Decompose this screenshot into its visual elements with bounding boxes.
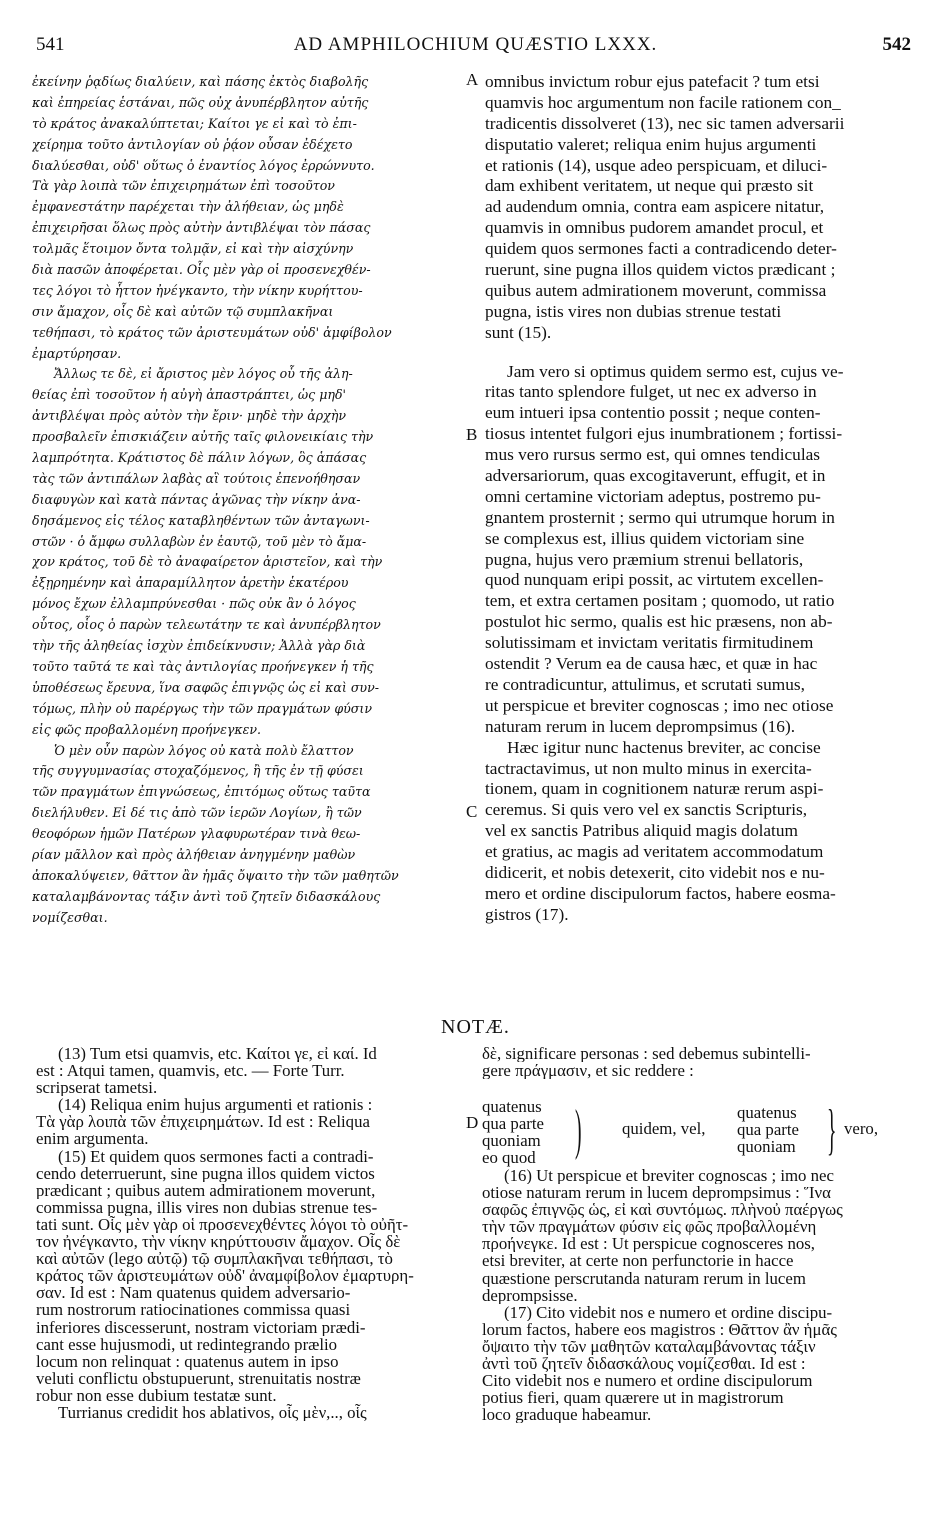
- greek-text-line: νομίζεσθαι.: [32, 909, 108, 925]
- note-line: (14) Reliqua enim hujus argumenti et rationis :: [58, 1096, 373, 1114]
- note-line: tati sunt. Οἷς μὲν γὰρ οἱ προσενεχθέντες λόγοι τὸ οὐῆτ-: [36, 1215, 409, 1234]
- latin-text-line: tradicentis dissolveret (13), nec sic tamen adversarii: [485, 113, 845, 133]
- latin-text-line: gnantem prosternit ; sermo qui utrumque horum in: [485, 507, 835, 527]
- brace-right-words: [737, 1104, 799, 1155]
- brace-word: quoniam: [737, 1137, 796, 1156]
- latin-text-line: gistros (17).: [485, 904, 569, 924]
- greek-text-line: διαλύεσθαι, οὐδ' οὕτως ὁ ἐναντίος λόγος ἐρρώννυτο.: [32, 157, 375, 173]
- latin-text-line: naturam rerum in lucem deprompsimus (16).: [485, 716, 796, 736]
- note-line: Cito videbit nos e numero et ordine discipulorum: [482, 1372, 813, 1390]
- greek-text-line: ἐμαρτύρησαν.: [32, 345, 122, 361]
- greek-text-line: Ὁ μὲν οὖν παρὼν λόγος οὐ κατὰ πολὺ ἔλαττον: [54, 742, 354, 758]
- note-line: Τὰ γὰρ λοιπὰ τῶν ἐπιχειρημάτων. Id est : Reliqua: [36, 1113, 370, 1131]
- greek-text-line: τῶν πραγμάτων ἐπιγνώσεως, ἐπιτόμως οὕτως ταῦτα: [32, 784, 371, 800]
- note-line: ὄψαιτο τὴν τῶν μαθητῶν καταλαμβάνοντας τάξιν: [482, 1337, 816, 1356]
- latin-text-line: omni certamine victoriam adeptus, postremo pu-: [485, 486, 821, 506]
- note-line: locum non relinquat : quatenus autem in ipso: [36, 1352, 339, 1370]
- note-line: quæstione perscrutanda naturam rerum in lucem: [482, 1269, 806, 1287]
- note-line: cant esse hujusmodi, ut redintegrando prælio: [36, 1335, 338, 1353]
- latin-text-line: ut perspicue et breviter cognoscas ; imo nec otiose: [485, 695, 834, 715]
- note-line: etsi breviter, at certe non perfunctorie in hacce: [482, 1252, 794, 1270]
- brace-word: quoniam: [482, 1131, 541, 1150]
- brace-end-text: vero,: [844, 1119, 879, 1138]
- greek-text-line: τοῦτο ταῦτά τε καὶ τὰς ἀντιλογίας προήνεγκεν ἡ τῆς: [32, 658, 374, 674]
- paragraph-gap: [485, 344, 915, 362]
- greek-text-line: χον κράτος, τοῦ δὲ τὸ ἀναφαίρετον ἀριστεῖον, καὶ τὴν: [32, 554, 383, 570]
- latin-text-line: didicerit, et nobis detexerit, cito videbit nos e nu-: [485, 862, 825, 882]
- note-line: cendo deterruerunt, sine pugna illos quidem victos: [36, 1164, 375, 1182]
- greek-text-line: καταλαμβάνοντας τάξιν ἀντὶ τοῦ ζητεῖν διδασκάλους: [32, 888, 381, 904]
- notes-right-top: [482, 1045, 922, 1079]
- latin-text-line: quidem quos sermones facti a contradicendo deter-: [485, 239, 837, 259]
- note-line: τον ἠνέγκαντο, τὴν νίκην κηρύττουσιν ἄμαχον. Οἷς δὲ: [36, 1233, 401, 1251]
- margin-letter-b: B: [466, 425, 478, 444]
- greek-text-line: τὰς τῶν ἀντιπάλων λαβὰς αἳ τούτοις ἐπενοήθησαν: [32, 470, 361, 486]
- page-number-right: 542: [882, 34, 911, 55]
- greek-text-line: Ἄλλως τε δὲ, εἰ ἄριστος μὲν λόγος οὗ τῆς ἀλη-: [54, 366, 353, 382]
- latin-text-line: mero et ordine discipulorum factos, habere eosma-: [485, 883, 836, 903]
- greek-text-line: ἐπιχειρῆσαι ὅλως πρὸς αὐτὴν ἀντιβλέψαι τὸν πάσας: [32, 220, 371, 236]
- greek-text-line: εἰς φῶς προβαλλομένη προήνεγκεν.: [32, 721, 262, 737]
- brace-left-words: [482, 1098, 544, 1166]
- brace-word: quatenus: [737, 1103, 797, 1122]
- latin-text-line: ruerunt, sine pugna illos quidem victos prædicant ;: [485, 260, 836, 280]
- note-line: ἀντὶ τοῦ ζητεῖν διδασκάλους νομίζεσθαι. Id est :: [482, 1355, 806, 1373]
- latin-text-line: quod nunquam eripi possit, ac virtutem excellen-: [485, 570, 824, 590]
- margin-letter-a: A: [466, 70, 479, 89]
- note-line: veluti conflictu obstupuerunt, strenuitatis nostræ: [36, 1369, 361, 1387]
- greek-text-column: [32, 72, 462, 929]
- note-line: (15) Et quidem quos sermones facti a contradi-: [58, 1147, 374, 1165]
- latin-text-line: pugna, hujus vero præmium strenui bellatoris,: [485, 549, 804, 569]
- latin-text-line: ritas tanto splendore fulget, ut nec ex adverso in: [485, 382, 817, 402]
- notes-left-column: [36, 1045, 461, 1421]
- greek-text-line: διαφυγὼν καὶ κατὰ πάντας ἀγῶνας τὴν νίκην ἀνα-: [32, 491, 361, 507]
- latin-text-column: [485, 72, 915, 926]
- latin-text-line: ad audendum omnia, contra eam aspicere nitatur,: [485, 197, 825, 217]
- note-line: robur non esse dubium testatæ sunt.: [36, 1386, 277, 1404]
- brace-word: qua parte: [482, 1114, 544, 1133]
- notae-heading: NOTÆ.: [441, 1016, 510, 1038]
- greek-text-line: τὴν τῆς ἀληθείας ἰσχὺν ἐπιδείκνυσιν; Ἀλλὰ γὰρ διὰ: [32, 638, 366, 654]
- latin-text-line: mus vero rursus sermo est, qui omnes tendiculas: [485, 445, 821, 465]
- right-brace-glyph: }: [827, 1099, 837, 1161]
- latin-text-line: quamvis in omnibus pudorem amandet procul, et: [485, 218, 824, 238]
- page-number-left: 541: [36, 34, 65, 55]
- greek-text-line: σιν ἄμαχον, οἷς δὲ καὶ αὐτῶν τῷ συμπλακῆναι: [32, 303, 334, 319]
- greek-text-line: τῆς συγγυμνασίας στοχαζόμενος, ἢ τῆς ἐν τῇ φύσει: [32, 763, 364, 779]
- note-line: potius fieri, quam quærere ut in magistrorum: [482, 1389, 784, 1407]
- latin-text-line: adversariorum, quas excogitaverunt, effugit, et in: [485, 466, 826, 486]
- latin-text-line: quamvis hoc argumentum non facile rationem con_: [485, 92, 841, 112]
- brace-table: [482, 1098, 922, 1166]
- latin-text-line: Hæc igitur nunc hactenus breviter, ac concise: [507, 737, 821, 757]
- latin-text-line: disputatio valeret; reliqua enim hujus argumenti: [485, 134, 817, 154]
- greek-text-line: τολμᾶς ἕτοιμον ὄντα τολμᾷν, εἰ καὶ τὴν αἰσχύνην: [32, 241, 354, 257]
- brace-middle-text: quidem, vel,: [622, 1119, 706, 1138]
- greek-text-line: ρίαν μᾶλλον καὶ πρὸς ἀλήθειαν ἀνηγμένην μαθὼν: [32, 846, 356, 862]
- brace-word: qua parte: [737, 1120, 799, 1139]
- greek-text-line: προσβαλεῖν ἐπισκιάζειν αὐτῆς ταῖς φιλονεικίαις τὴν: [32, 429, 374, 445]
- greek-text-line: Τὰ γὰρ λοιπὰ τῶν ἐπιχειρημάτων ἐπὶ τοσοῦτον: [32, 178, 335, 194]
- note-line: κράτος τῶν ἀριστευμάτων οὐδ' ἀναμφίβολον ἐμαρτυρη-: [36, 1267, 414, 1285]
- note-line: (16) Ut perspicue et breviter cognoscas ; imo nec: [504, 1167, 834, 1185]
- note-line: τὴν τῶν πραγμάτων φύσιν εἰς φῶς προβαλλομένη: [482, 1218, 817, 1236]
- latin-text-line: ceremus. Si quis vero vel ex sanctis Scripturis,: [485, 800, 808, 820]
- greek-text-line: τόμως, πλὴν οὐ παρέργως τὴν τῶν πραγμάτων φύσιν: [32, 700, 372, 716]
- latin-text-line: tionem, quam in cognitionem naturæ rerum aspi-: [485, 779, 824, 799]
- brace-word: quatenus: [482, 1097, 542, 1116]
- left-brace-glyph: ): [575, 1099, 582, 1161]
- latin-text-line: tiosus intentet fulgori ejus inumbrationem ; fortissi-: [485, 424, 843, 444]
- greek-text-line: θεοφόρων ἡμῶν Πατέρων γλαφυρωτέραν τινὰ θεω-: [32, 826, 361, 842]
- greek-text-line: ἐκείνην ῥᾳδίως διαλύειν, καὶ πάσης ἐκτὸς διαβολῆς: [32, 74, 369, 89]
- latin-text-line: solutissimam et invictam veritatis firmitudinem: [485, 633, 814, 653]
- latin-text-line: eum intueri ipsa contentio possit ; neque conten-: [485, 403, 821, 423]
- latin-text-line: quibus autem admirationem moverunt, commissa: [485, 280, 827, 300]
- note-line: scripserat tametsi.: [36, 1079, 158, 1097]
- note-line: gere πράγμασιν, et sic reddere :: [482, 1062, 694, 1080]
- latin-text-line: tem, et extra certamen positam ; quomodo, ut ratio: [485, 591, 835, 611]
- latin-text-line: dam exhibent veritatem, ut neque qui præsto sit: [485, 176, 814, 196]
- note-line: (17) Cito videbit nos e numero et ordine discipu-: [504, 1303, 833, 1321]
- latin-text-line: et rationis (14), usque adeo perspicuam, et diluci-: [485, 155, 828, 175]
- note-line: est : Atqui tamen, quamvis, etc. — Forte Turr.: [36, 1062, 345, 1080]
- note-line: σαφῶς ἐπιγνῷς ὡς, εἰ καὶ συντόμως. πλὴνοὐ παέργως: [482, 1201, 843, 1219]
- latin-text-line: re contradicuntur, attulimus, et scrutati sumus,: [485, 674, 805, 694]
- note-line: (13) Tum etsi quamvis, etc. Καίτοι γε, εἰ καί. Id: [58, 1045, 377, 1063]
- greek-text-line: διὰ πασῶν ἀποφέρεται. Οἷς μὲν γὰρ οἱ προσενεχθέν-: [32, 262, 371, 278]
- note-line: σαν. Id est : Nam quatenus quidem adversario-: [36, 1284, 351, 1302]
- latin-text-line: vel ex sanctis Patribus aliquid magis dolatum: [485, 821, 798, 841]
- note-line: καὶ αὐτῶν (lego αὐτῷ) τῷ συμπλακῆναι τεθήπασι, τὸ: [36, 1250, 393, 1268]
- latin-text-line: tactractavimus, ut non multo minus in exercita-: [485, 758, 812, 778]
- greek-text-line: τὸ κράτος ἀνακαλύπτεται; Καίτοι γε εἰ καὶ τὸ ἐπι-: [32, 115, 357, 131]
- margin-letter-c: C: [466, 802, 478, 821]
- latin-text-line: sunt (15).: [485, 322, 552, 342]
- greek-text-line: στῶν · ὁ ἄμφω συλλαβὼν ἐν ἑαυτῷ, τοῦ μὲν τὸ ἄμα-: [32, 533, 367, 549]
- note-line: commissa pugna, illis vires non dubias strenue tes-: [36, 1198, 378, 1216]
- note-line: lorum factos, habere eos magistros : Θᾶττον ἂν ἡμᾶς: [482, 1320, 837, 1338]
- greek-text-line: τεθήπασι, τὸ κράτος τῶν ἀριστευμάτων οὐδ' ἀμφίβολον: [32, 324, 392, 340]
- latin-text-line: postulot hic sermo, qualis est hic præsens, non ab-: [485, 612, 833, 632]
- greek-text-line: ἀντιβλέψαι πρὸς αὐτὸν τὴν ἔριν· μηδὲ τὴν ἀρχὴν: [32, 408, 347, 424]
- note-line: otiose naturam rerum in lucem deprompsimus : Ἵνα: [482, 1184, 831, 1202]
- greek-text-line: ἐξῃρημένην καὶ ἀπαραμίλλητον ἀρετὴν ἑκατέρου: [32, 575, 349, 591]
- greek-text-line: ὑποθέσεως ἔρευνα, ἵνα σαφῶς ἐπιγνῷς ὡς εἰ καὶ συν-: [32, 679, 379, 695]
- notes-right-bottom: [482, 1167, 922, 1423]
- note-line: rum nostrorum ratiocinationes commissa quasi: [36, 1301, 351, 1319]
- latin-text-line: omnibus invictum robur ejus patefacit ? tum etsi: [485, 72, 820, 91]
- greek-text-line: μόνος ἔχων ἐλλαμπρύνεσθαι · πῶς οὐκ ἂν ὁ λόγος: [32, 596, 356, 612]
- greek-text-line: τες λόγοι τὸ ἧττον ἠνέγκαντο, τὴν νίκην κυρήττου-: [32, 282, 363, 298]
- latin-text-line: Jam vero si optimus quidem sermo est, cujus ve-: [507, 361, 844, 381]
- latin-text-line: et gratius, ac magis ad veritatem accommodatum: [485, 842, 824, 862]
- greek-text-line: θείας ἐπὶ τοσοῦτον ἡ αὐγὴ ἀπαστράπτει, ὡς μηδ': [32, 387, 346, 403]
- latin-text-line: pugna, istis vires non dubias strenue testati: [485, 301, 782, 321]
- latin-text-line: ostendit ? Verum ea de causa hæc, et quæ in hac: [485, 654, 818, 674]
- brace-word: eo quod: [482, 1148, 536, 1167]
- greek-text-line: λαμπρότητα. Κράτιστος δὲ πάλιν λόγων, ὃς ἁπάσας: [32, 450, 367, 466]
- note-line: Turrianus credidit hos ablativos, οἷς μὲν,.., οἷς: [58, 1403, 367, 1422]
- greek-text-line: χείρημα τοῦτο ἀντιλογίαν οὐ ῥᾴον οὖσαν ἐδέχετο: [32, 136, 353, 152]
- note-line: enim argumenta.: [36, 1130, 149, 1148]
- running-header: [0, 34, 951, 58]
- greek-text-line: διελήλυθεν. Εἰ δέ τις ἀπὸ τῶν ἱερῶν Λογίων, ἢ τῶν: [32, 805, 362, 821]
- greek-text-line: ἐμφανεστάτην παρέχεται τὴν ἀλήθειαν, ὡς μηδὲ: [32, 199, 344, 215]
- note-line: προήνεγκε. Id est : Ut perspicue cognosceres nos,: [482, 1235, 816, 1253]
- note-line: prædicant ; quibus autem admirationem moverunt,: [36, 1181, 376, 1199]
- latin-text-line: se complexus est, illius quidem victoriam sine: [485, 528, 805, 548]
- greek-text-line: καὶ ἐπηρείας ἑστάναι, πῶς οὐχ ἀνυπέρβλητον αὐτῆς: [32, 94, 369, 110]
- greek-text-line: οὗτος, οἷος ὁ παρὼν τελεωτάτην τε καὶ ἀνυπέρβλητον: [32, 617, 381, 633]
- note-line: δὲ, significare personas : sed debemus subintelli-: [482, 1045, 811, 1063]
- note-line: deprompsisse.: [482, 1286, 578, 1304]
- margin-letter-d: D: [466, 1113, 479, 1132]
- note-line: inferiores discesserunt, nostram victoriam prædi-: [36, 1318, 366, 1336]
- note-line: loco graduque habeamur.: [482, 1406, 652, 1424]
- greek-text-line: ἀποκαλύψειεν, θᾶττον ἂν ἡμᾶς ὄψαιτο τὴν τῶν μαθητῶν: [32, 867, 399, 883]
- greek-text-line: δησάμενος εἰς τέλος καταβληθέντων τῶν ἀνταγωνι-: [32, 512, 370, 528]
- running-title: AD AMPHILOCHIUM QUÆSTIO LXXX.: [293, 34, 658, 55]
